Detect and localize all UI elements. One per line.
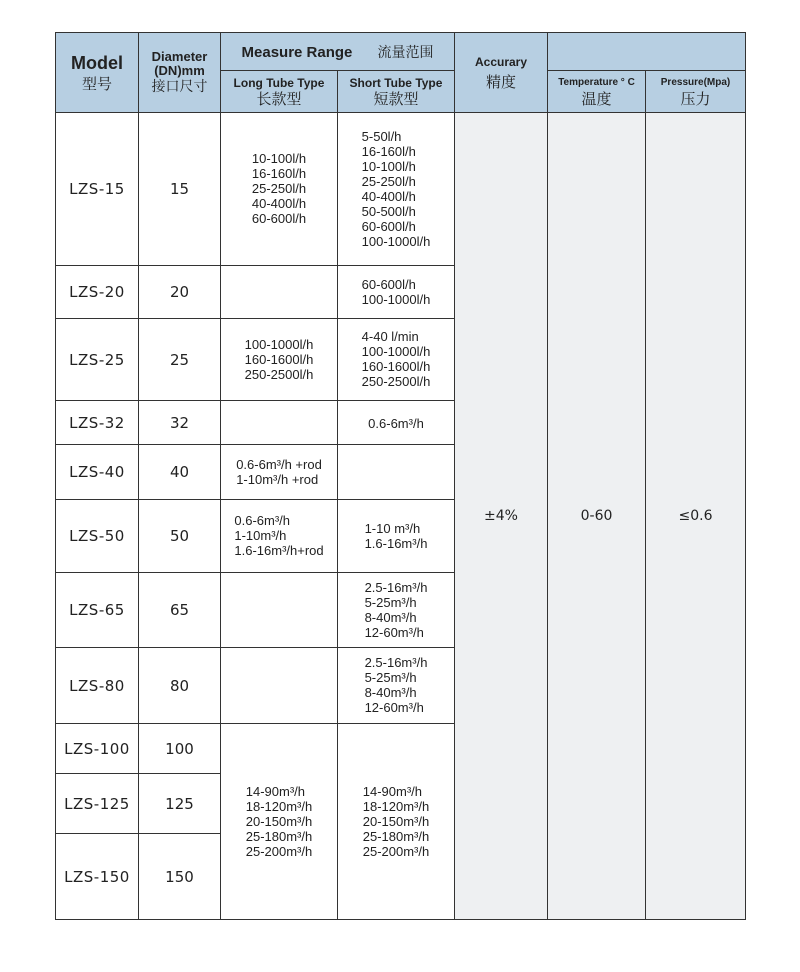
- range-value: 20-150m³/h: [362, 813, 430, 829]
- short-range-cell: [338, 500, 455, 573]
- temperature-value: 0-60: [548, 113, 646, 920]
- range-value: 2.5-16m³/h: [364, 579, 428, 595]
- range-value: 18-120m³/h: [245, 798, 313, 814]
- range-value: 60-600l/h: [361, 276, 416, 292]
- range-value: 40-400l/h: [251, 196, 307, 211]
- header-accuracy: [455, 33, 548, 113]
- header-diameter: [139, 33, 221, 113]
- short-range-cell: [338, 724, 455, 920]
- range-value: 1-10m³/h +rod: [236, 471, 319, 487]
- dn-cell: 65: [139, 573, 221, 648]
- range-value: 5-50l/h: [361, 128, 402, 144]
- range-value: 1-10m³/h: [234, 528, 287, 543]
- range-list: [365, 521, 428, 551]
- model-cell: LZS-80: [56, 648, 139, 724]
- range-list: [252, 151, 306, 226]
- range-value: 0.6-6m³/h: [234, 513, 291, 528]
- model-cell: LZS-150: [56, 834, 139, 920]
- range-value: 0.6-6m³/h: [368, 416, 424, 431]
- range-value: 14-90m³/h: [362, 783, 422, 799]
- long-range-cell: [221, 648, 338, 724]
- range-value: 16-160l/h: [251, 166, 307, 181]
- dn-cell: 100: [139, 724, 221, 774]
- range-value: 40-400l/h: [361, 188, 416, 204]
- dn-cell: 40: [139, 445, 221, 500]
- header-temperature-en: Temperature ° C: [558, 76, 635, 88]
- range-list: [365, 655, 428, 715]
- range-value: 25-180m³/h: [245, 828, 313, 844]
- cropped-title-remnant: [60, 8, 680, 26]
- range-value: 12-60m³/h: [364, 624, 424, 640]
- range-value: 25-250l/h: [251, 181, 307, 196]
- range-list: [365, 580, 428, 640]
- long-range-cell: [221, 113, 338, 266]
- long-range-cell: [221, 445, 338, 500]
- range-value: 25-250l/h: [361, 173, 416, 189]
- header-measure-range-cn: 流量范围: [377, 44, 434, 61]
- range-value: 8-40m³/h: [364, 685, 417, 700]
- range-value: 5-25m³/h: [364, 594, 417, 610]
- range-value: 20-150m³/h: [245, 813, 313, 829]
- header-model-en: Model: [71, 52, 123, 73]
- pressure-value: ≤0.6: [646, 113, 746, 920]
- model-cell: LZS-125: [56, 774, 139, 834]
- range-list: [236, 457, 322, 487]
- long-range-cell: [221, 573, 338, 648]
- header-long-tube-en: Long Tube Type: [233, 75, 325, 90]
- range-list: [362, 129, 431, 249]
- range-list: [362, 329, 431, 389]
- range-value: 5-25m³/h: [364, 670, 417, 685]
- header-short-tube-en: Short Tube Type: [349, 75, 443, 90]
- range-value: 16-160l/h: [361, 143, 416, 159]
- header-measure-range-en: Measure Range: [241, 43, 353, 61]
- spec-table: [55, 32, 746, 920]
- short-range-cell: [338, 266, 455, 319]
- header-conditions: [548, 33, 746, 71]
- header-pressure-cn: 压力: [680, 89, 711, 108]
- range-value: 160-1600l/h: [361, 359, 431, 374]
- dn-cell: 15: [139, 113, 221, 266]
- header-short-tube-cn: 短款型: [373, 89, 419, 108]
- short-range-cell: [338, 648, 455, 724]
- short-range-cell: [338, 573, 455, 648]
- range-value: 4-40 l/min: [361, 329, 419, 344]
- header-accuracy-cn: 精度: [485, 72, 516, 91]
- range-list: [246, 784, 312, 859]
- range-value: 100-1000l/h: [361, 291, 431, 307]
- model-cell: LZS-15: [56, 113, 139, 266]
- model-cell: LZS-20: [56, 266, 139, 319]
- range-value: 100-1000l/h: [361, 344, 431, 359]
- short-range-cell: [338, 319, 455, 401]
- dn-cell: 32: [139, 401, 221, 445]
- header-temperature-cn: 温度: [581, 89, 612, 108]
- header-model: [56, 33, 139, 113]
- range-list: [362, 277, 431, 307]
- range-value: 1.6-16m³/h+rod: [234, 543, 324, 558]
- range-list: [363, 784, 429, 859]
- range-value: 50-500l/h: [361, 203, 416, 219]
- range-value: 100-1000l/h: [244, 336, 314, 352]
- range-value: 60-600l/h: [251, 211, 307, 226]
- short-range-cell: [338, 445, 455, 500]
- model-cell: LZS-100: [56, 724, 139, 774]
- model-cell: LZS-32: [56, 401, 139, 445]
- header-long-tube-cn: 长款型: [256, 89, 302, 108]
- model-cell: LZS-50: [56, 500, 139, 573]
- long-range-cell: [221, 724, 338, 920]
- range-value: 10-100l/h: [361, 158, 416, 174]
- range-value: 10-100l/h: [251, 151, 307, 166]
- dn-cell: 25: [139, 319, 221, 401]
- range-value: 0.6-6m³/h +rod: [236, 456, 322, 472]
- header-diameter-en-2: (DN)mm: [154, 62, 205, 78]
- range-value: 18-120m³/h: [362, 798, 430, 814]
- range-value: 250-2500l/h: [244, 366, 314, 382]
- range-value: 2.5-16m³/h: [364, 655, 428, 670]
- range-list: [234, 513, 323, 558]
- model-cell: LZS-65: [56, 573, 139, 648]
- long-range-cell: [221, 266, 338, 319]
- range-value: 1.6-16m³/h: [364, 535, 428, 551]
- range-value: 25-200m³/h: [362, 843, 430, 859]
- range-value: 60-600l/h: [361, 218, 416, 234]
- range-value: 8-40m³/h: [364, 609, 417, 625]
- header-pressure-en: Pressure(Mpa): [660, 76, 731, 88]
- accuracy-value: ±4%: [455, 113, 548, 920]
- header-diameter-en-1: Diameter: [151, 48, 208, 64]
- range-value: 250-2500l/h: [361, 374, 431, 389]
- dn-cell: 150: [139, 834, 221, 920]
- model-cell: LZS-40: [56, 445, 139, 500]
- range-value: 1-10 m³/h: [364, 520, 421, 536]
- range-list: [245, 337, 314, 382]
- dn-cell: 50: [139, 500, 221, 573]
- header-measure-range: [221, 33, 455, 71]
- range-list: [368, 416, 424, 431]
- header-accuracy-en: Accurary: [474, 54, 528, 69]
- header-model-cn: 型号: [81, 74, 112, 93]
- header-short-tube: [338, 71, 455, 113]
- long-range-cell: [221, 401, 338, 445]
- header-long-tube: [221, 71, 338, 113]
- dn-cell: 20: [139, 266, 221, 319]
- range-value: 12-60m³/h: [364, 700, 424, 715]
- header-temperature: [548, 71, 646, 113]
- dn-cell: 125: [139, 774, 221, 834]
- range-value: 25-180m³/h: [362, 828, 430, 844]
- long-range-cell: [221, 500, 338, 573]
- long-range-cell: [221, 319, 338, 401]
- header-pressure: [646, 71, 746, 113]
- header-diameter-cn: 接口尺寸: [151, 78, 208, 95]
- range-value: 100-1000l/h: [361, 233, 431, 249]
- short-range-cell: [338, 113, 455, 266]
- range-value: 25-200m³/h: [245, 843, 313, 859]
- model-cell: LZS-25: [56, 319, 139, 401]
- range-value: 160-1600l/h: [244, 351, 314, 367]
- dn-cell: 80: [139, 648, 221, 724]
- short-range-cell: [338, 401, 455, 445]
- range-value: 14-90m³/h: [245, 783, 305, 799]
